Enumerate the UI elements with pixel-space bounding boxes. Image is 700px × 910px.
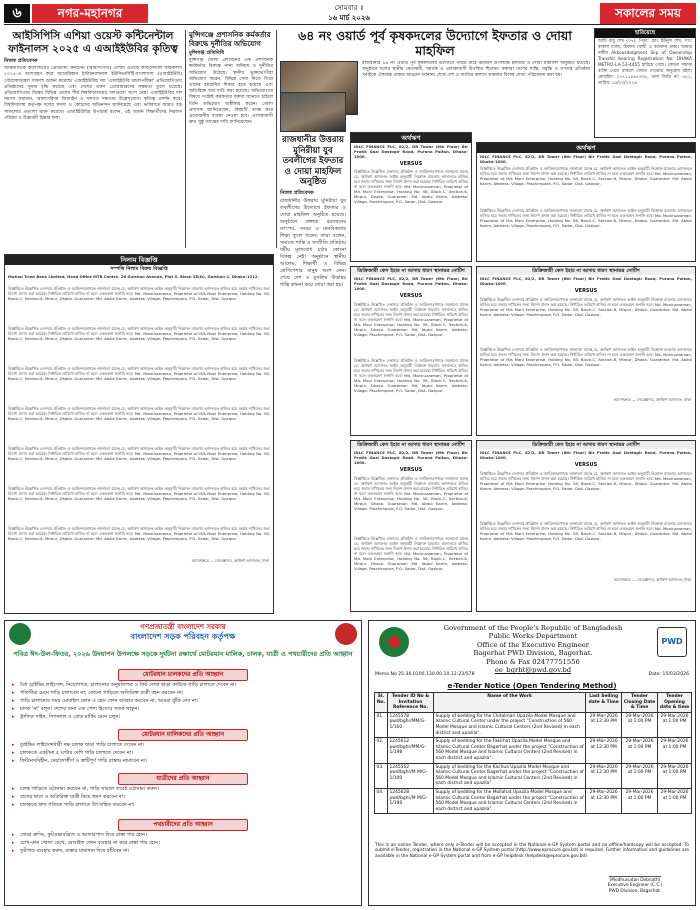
brta-gov-line: গণপ্রজাতন্ত্রী বাংলাদেশ সরকার [140, 623, 226, 631]
tender-division: Bagerhat PWD Division, Bagerhat. [473, 649, 593, 658]
versus-label: VERSUS [574, 288, 598, 295]
cell-sell: 29-Mar-2026 at 12:30 PM [586, 788, 622, 813]
cell-open: 29-Mar-2026 at 1:00 PM [658, 738, 692, 763]
artharin-title: অর্থঋণ [477, 143, 695, 153]
artharin-body: বিজ্ঞপ্তিতে উল্লেখিত দেনাদার প্রতিষ্ঠান ও জামিনদারগণকে জানানো যাচ্ছে যে, অর্থঋণ আদালত আইন অনুযায়ী নিম্নোক্ত মামলায় আদালতে হাজির হয়ে জবাব দাখিলের জন্য নির্দেশ প্রদান করা হয়েছে। নির্ধারিত তারিখে হাজির না হলে একতরফা শুনানি হবে। Md. Moniruzzaman, Proprietor of M/s Moni Enterprise, Holding No. 58, Block-C, Section-6, Mirpur, Dhaka. Guarantor: Md. Abdul Karim, Address: Village- Paschimpara, P.O- Sadar, Dist- Gazipur. [480, 470, 692, 491]
artharin-notice-2 [350, 266, 472, 436]
masthead [4, 3, 696, 25]
table-row [375, 763, 692, 788]
artharin-body: বিজ্ঞপ্তিতে উল্লেখিত দেনাদার প্রতিষ্ঠান ও জামিনদারগণকে জানানো যাচ্ছে যে, অর্থঋণ আদালত আইন অনুযায়ী নিম্নোক্ত মামলায় আদালতে হাজির হয়ে জবাব দাখিলের জন্য নির্দেশ প্রদান করা হয়েছে। নির্ধারিত তারিখে হাজির না হলে একতরফা শুনানি হবে। Md. Moniruzzaman, Proprietor of M/s Moni Enterprise, Holding No. 58, Block-C, Section-6, Mirpur, Dhaka. Guarantor: Md. Abdul Karim, Address: Village- Paschimpara, P.O- Sadar, Dist- Gazipur. [354, 535, 468, 571]
artharin-body: বিজ্ঞপ্তিতে উল্লেখিত দেনাদার প্রতিষ্ঠান ও জামিনদারগণকে জানানো যাচ্ছে যে, অর্থঋণ আদালত আইন অনুযায়ী নিম্নোক্ত মামলায় আদালতে হাজির হয়ে জবাব দাখিলের জন্য নির্দেশ প্রদান করা হয়েছে। নির্ধারিত তারিখে হাজির না হলে একতরফা শুনানি হবে। Md. Moniruzzaman, Proprietor of M/s Moni Enterprise, Holding No. 58, Block-C, Section-6, Mirpur, Dhaka. Guarantor: Md. Abdul Karim, Address: Village- Paschimpara, P.O- Sadar, Dist- Gazipur. [480, 166, 692, 187]
versus-label: VERSUS [399, 467, 423, 474]
brta-section-head: যাত্রীদের প্রতি আহ্বান [118, 773, 248, 785]
cell-sl: 03. [375, 763, 388, 788]
brta-item: ▸ ফিটনেসবিহীন, মেয়াদোত্তীর্ণ ও ত্রুটিপূর্ণ গাড়ি রাস্তায় নামাবেন না। [11, 757, 355, 765]
pwd-logo-icon: PWD [657, 627, 687, 657]
brta-section-pedestrians [11, 819, 355, 855]
tender-header [413, 624, 653, 674]
artharin-body: বিজ্ঞপ্তিতে উল্লেখিত দেনাদার প্রতিষ্ঠান ও জামিনদারগণকে জানানো যাচ্ছে যে, অর্থঋণ আদালত আইন অনুযায়ী নিম্নোক্ত মামলায় আদালতে হাজির হয়ে জবাব দাখিলের জন্য নির্দেশ প্রদান করা হয়েছে। নির্ধারিত তারিখে হাজির না হলে একতরফা শুনানি হবে। Md. Moniruzzaman, Proprietor of M/s Moni Enterprise, Holding No. 58, Block-C, Section-6, Mirpur, Dhaka. Guarantor: Md. Abdul Karim, Address: Village- Paschimpara, P.O- Sadar, Dist- Gazipur. [480, 296, 692, 317]
cell-work: Supply of bedding for the Chitalmari Upazila Model Mosque and Islamic Cultural Center under the project "Construction of 560 Model Mosque and Islamic Cultural Centers (2nd Revised) in each district and upazila". [433, 712, 585, 737]
brta-section-head: মোটরযান মালিকদের প্রতি আহ্বান [118, 729, 248, 741]
versus-label: VERSUS [399, 161, 423, 168]
auction-notice-subtitle: সম্পত্তি নিলাম বিক্রয় বিজ্ঞপ্তি [110, 266, 168, 273]
story-muniria-body: রাজধানীর উত্তরায় মুনিরীয়া যুব তবলীগের উদ্যোগে ইফতার ও দোয়া মাহফিল অনুষ্ঠিত হয়েছে। অনুষ্ঠানে বক্তারা রমজানের তাৎপর্য, সংযম ও মানবিকতার শিক্ষা তুলে ধরেন। তারা বলেন, সমাজে শান্তি ও সম্প্রীতি প্রতিষ্ঠায় ধর্মীয় মূল্যবোধ চর্চার কোনো বিকল্প নেই। অনুষ্ঠানে স্থানীয় আলেম, শিক্ষার্থী ও বিভিন্ন শ্রেণিপেশার মানুষ অংশ নেন। শেষে দেশ ও মুসলিম উম্মাহর শান্তি কামনা করে দোয়া করা হয়। [280, 197, 346, 288]
brta-item: ▸ গতিসীমা মেনে গাড়ি চালাবেন না; কোনো গাড়িতে অতিরিক্ত যাত্রী বহন করবেন না। [11, 689, 355, 697]
brta-item: ▸ বাসের ছাদে ও অতিরিক্ত যাত্রী নিয়ে ভ্রমণ করবেন না। [11, 793, 355, 801]
cell-work: Supply of bedding for the Mollahat Upazila Model Mosque and Islamic Cultural Center Bagerhat under the project "Construction of 560 Model Mosque and Islamic Cultural Centers (2nd Revised) in each district and upazila". [433, 788, 585, 813]
artharin-finance-party: IDLC FINANCE PLC, 82/2, DR Tower (6th Floor) Bir Protik Gazi Dostogir Road, Purana Paltan, Dhaka-1000. [354, 450, 468, 466]
cell-open: 29-Mar-2026 at 1:00 PM [658, 712, 692, 737]
artharin-body: বিজ্ঞপ্তিতে উল্লেখিত দেনাদার প্রতিষ্ঠান ও জামিনদারগণকে জানানো যাচ্ছে যে, অর্থঋণ আদালত আইন অনুযায়ী নিম্নোক্ত মামলায় আদালতে হাজির হয়ে জবাব দাখিলের জন্য নির্দেশ প্রদান করা হয়েছে। নির্ধারিত তারিখে হাজির না হলে একতরফা শুনানি হবে। Md. Moniruzzaman, Proprietor of M/s Moni Enterprise, Holding No. 58, Block-C, Section-6, Mirpur, Dhaka. Guarantor: Md. Abdul Karim, Address: Village- Paschimpara, P.O- Sadar, Dist- Gazipur. [354, 357, 468, 393]
artharin-finance-party: IDLC FINANCE PLC, 82/2, DR Tower (6th Floor) Bir Protik Gazi Dostogir Road, Purana Paltan, Dhaka-1000. [354, 144, 468, 160]
tender-date: Date: 15/03/2026 [648, 672, 689, 677]
column-divider [185, 30, 186, 248]
story-munshiganj-headline: মুন্সিগঞ্জে প্রশাসনিক কর্মকর্তার বিরুদ্ধে দুর্নীতির অভিযোগ [189, 30, 271, 48]
artharin-title: অর্থঋণ [351, 133, 471, 143]
artharin-notice-6 [476, 440, 696, 612]
artharin-finance-party: IDLC FINANCE PLC, 82/2, DR Tower (6th Floor) Bir Protik Gazi Dostogir Road, Purana Paltan, Dhaka-1000. [480, 276, 692, 287]
cell-sell: 29-Mar-2026 at 12:30 PM [586, 763, 622, 788]
artharin-body: বিজ্ঞপ্তিতে উল্লেখিত দেনাদার প্রতিষ্ঠান ও জামিনদারগণকে জানানো যাচ্ছে যে, অর্থঋণ আদালত আইন অনুযায়ী নিম্নোক্ত মামলায় আদালতে হাজির হয়ে জবাব দাখিলের জন্য নির্দেশ প্রদান করা হয়েছে। নির্ধারিত তারিখে হাজির না হলে একতরফা শুনানি হবে। Md. Moniruzzaman, Proprietor of M/s Moni Enterprise, Holding No. 58, Block-C, Section-6, Mirpur, Dhaka. Guarantor: Md. Abdul Karim, Address: Village- Paschimpara, P.O- Sadar, Dist- Gazipur. [354, 301, 468, 337]
cell-sell: 29-Mar-2026 at 12:30 PM [586, 738, 622, 763]
cell-close: 29-Mar-2026 at 1:00 PM [622, 763, 658, 788]
artharin-notice-4 [476, 142, 696, 262]
tender-title: e-Tender Notice (Open Tendering Method) [447, 681, 617, 690]
signer-name: (Modhusudan Debnath) [609, 878, 661, 883]
col-header: Sl. No. [375, 693, 388, 713]
tender-signature-block [585, 869, 685, 894]
story-munshiganj-byline: মুন্সিগঞ্জ প্রতিনিধি [189, 50, 224, 56]
col-header: Last Selling date & Time [586, 693, 622, 713]
cell-id: 1245612 pwd/bghr/MM/G-1/198 [387, 738, 433, 763]
lost-notice [594, 28, 696, 138]
cell-id: 1245628 pwd/bghr/M M/G-1/196 [387, 788, 433, 813]
auction-notice [4, 254, 274, 614]
table-row [375, 788, 692, 813]
artharin-notice-1 [350, 132, 472, 262]
cell-work: Supply of bedding for the Fakirhat Upazila Model Mosque and Islamic Cultural Center Bagerhat under the project "Construction of 560 Model Mosque and Islamic Cultural Centers (2nd Revised) in each district and upazila". [433, 738, 585, 763]
cell-sl: 04. [375, 788, 388, 813]
lost-notice-title: হারিয়েছে [595, 29, 695, 38]
tender-gov: Government of the People's Republic of Bangladesh [443, 624, 623, 632]
bangladesh-seal-icon [379, 627, 409, 657]
brta-item: ▸ জেব্রা ক্রসিং, ফুটওভারব্রিজ ও আন্ডারপাস দিয়ে রাস্তা পার হোন। [11, 831, 355, 839]
artharin-finance-party: IDLC FINANCE PLC, 82/2, DR Tower (6th Floor) Bir Protik Gazi Dostogir Road, Purana Paltan, Dhaka-1000. [480, 154, 692, 165]
brta-banner: পবিত্র ঈদ-উল-ফিতর, ২০২৬ উদযাপন উপলক্ষে সড়কে দুর্ঘটনা রক্ষার্থে মোটরযান মালিক, চালক, যাত্রী ও পথচারীদের প্রতি আহ্বান [13, 650, 353, 658]
lost-notice-body: আমি বাবু শেখ (৩৭), পিতা: মোঃ ইউনুস শেখ, সাং: বাকলা মাজা, ঠিকানা (স্থায়ী ও বর্তমান) ঢাকা। আমার নামীয় Akkousdelgment Slip of Ownership Transfer bearing Registration No: DHAKA METRO-LA-53-4455 হারিয়ে গেছে। কোনো সহৃদয় ব্যক্তি পেয়ে থাকলে ফেরত দেওয়ার অনুরোধ রইল। মোবাইল: ০১৭১১৪৪৫৩৩৮, থানা জিডি নং: ৫৮১, তারিখ: ১৪/০৩/২০২৬ [598, 38, 692, 86]
artharin-subtitle: ডিক্রিজারী কেস ইহার না আদায় ধারণ স্থানান্তর নোটিশ [477, 267, 695, 275]
brta-section-head: মোটরযান চালকদের প্রতি আহ্বান [118, 669, 248, 681]
signer-title: Executive Engineer (C.C.) [607, 883, 663, 889]
cell-close: 29-Mar-2026 at 1:00 PM [622, 788, 658, 813]
brta-section-head: পথচারীদের প্রতি আহ্বান [118, 819, 248, 831]
auction-signature: আদেশক্রমে — সেরেস্তাদার, অর্থঋণ আদালত, ঢাকা [191, 558, 269, 564]
table-row [375, 712, 692, 737]
tender-memo: Memo No 25.36.0100.130.00.10.12-23/578 [375, 672, 475, 677]
cell-close: 29-Mar-2026 at 1:00 PM [622, 738, 658, 763]
auction-notice-body: বিজ্ঞপ্তিতে উল্লেখিত দেনাদার প্রতিষ্ঠান ও জামিনদারগণকে জানানো যাচ্ছে যে, অর্থঋণ আদালত আইন অনুযায়ী নিম্নোক্ত মামলায় আদালতে হাজির হয়ে জবাব দাখিলের জন্য নির্দেশ প্রদান করা হয়েছে। নির্ধারিত তারিখে হাজির না হলে একতরফা শুনানি হবে। Md. Moniruzzaman, Proprietor of M/s Moni Enterprise, Holding No. 58, Block-C, Section-6, Mirpur, Dhaka. Guarantor: Md. Abdul Karim, Address: Village- Paschimpara, P.O- Sadar, Dist- Gazipur. [8, 526, 270, 542]
brta-header [35, 623, 331, 642]
brta-item: ▸ চালককে একটানা ৫ ঘণ্টার বেশি গাড়ি চালাতে দেবেন না। [11, 749, 355, 757]
dateline [304, 3, 394, 23]
column-divider [276, 30, 277, 248]
tender-office: Office of the Executive Engineer [476, 640, 590, 649]
day: সোমবার ॥ [334, 4, 364, 12]
brta-item: ▸ ড্রাইভিং লাইসেন্সধারী দক্ষ চালক ছাড়া গাড়ি চালাতে দেবেন না। [11, 741, 355, 749]
artharin-subtitle: ডিক্রিজারী কেস ইহার না আদায় ধারণ স্থানান্তর নোটিশ [351, 441, 471, 449]
brta-item: ▸ ট্রাফিক সাইন, সিগন্যাল ও রোড মার্কিং মেনে চলুন। [11, 713, 355, 721]
versus-label: VERSUS [574, 462, 598, 469]
story-aiub-body: আন্তর্জাতিক কলেজিয়েট প্রোগ্রামিং কনটেস্ট (আইসিপিসি) এশিয়া ওয়েস্ট কন্টিনেন্টাল ফাইনালস ২০২৫-এ অংশগ্রহণ করে আমেরিকান ইন্টারন্যাশনাল ইউনিভার্সিটি-বাংলাদেশ (এআইইউবি) গৌরবোজ্জ্বল সাফল্য অর্জন করেছে। এআইইউবির দল 'এআইইউবি মন্ডলপরীক্ষা' প্রতিযোগিতায় প্রতিষ্ঠানের সুনাম বৃদ্ধি করেছে এবং দেশের তরুণ প্রোগ্রামারদের সক্ষমতা তুলে ধরেছে। প্রতিযোগিতায় বিশ্বের বিভিন্ন দেশের শীর্ষ বিশ্ববিদ্যালয়ের দলগুলো অংশ নেয়। এআইইউবির দল সমস্যা সমাধান, অ্যালগরিদম ডিজাইন ও দলগত দক্ষতায় উল্লেখযোগ্য কৃতিত্ব প্রদর্শন করে। বিশ্ববিদ্যালয় কর্তৃপক্ষ দলের সদস্য ও কোচদের অভিনন্দন জানিয়েছে এবং ভবিষ্যতে আরও বড় সাফল্যের প্রত্যাশা ব্যক্ত করেছে। এআইইউবির উপাচার্য বলেন, এই অর্জন শিক্ষার্থীদের নিরলস পরিশ্রম ও উদ্ভাবনী চিন্তার ফল। [4, 66, 182, 121]
story-aiub-byline: নিজস্ব প্রতিবেদক [4, 58, 38, 64]
story-photo [280, 92, 346, 132]
brta-item: ▸ চালককে দ্রুত গতিতে গাড়ি চালাতে উৎসাহিত করবেন না। [11, 801, 355, 809]
auction-notice-body: বিজ্ঞপ্তিতে উল্লেখিত দেনাদার প্রতিষ্ঠান ও জামিনদারগণকে জানানো যাচ্ছে যে, অর্থঋণ আদালত আইন অনুযায়ী নিম্নোক্ত মামলায় আদালতে হাজির হয়ে জবাব দাখিলের জন্য নির্দেশ প্রদান করা হয়েছে। নির্ধারিত তারিখে হাজির না হলে একতরফা শুনানি হবে। Md. Moniruzzaman, Proprietor of M/s Moni Enterprise, Holding No. 58, Block-C, Section-6, Mirpur, Dhaka. Guarantor: Md. Abdul Karim, Address: Village- Paschimpara, P.O- Sadar, Dist- Gazipur. [8, 446, 270, 462]
artharin-body: বিজ্ঞপ্তিতে উল্লেখিত দেনাদার প্রতিষ্ঠান ও জামিনদারগণকে জানানো যাচ্ছে যে, অর্থঋণ আদালত আইন অনুযায়ী নিম্নোক্ত মামলায় আদালতে হাজির হয়ে জবাব দাখিলের জন্য নির্দেশ প্রদান করা হয়েছে। নির্ধারিত তারিখে হাজির না হলে একতরফা শুনানি হবে। Md. Moniruzzaman, Proprietor of M/s Moni Enterprise, Holding No. 58, Block-C, Section-6, Mirpur, Dhaka. Guarantor: Md. Abdul Karim, Address: Village- Paschimpara, P.O- Sadar, Dist- Gazipur. [354, 475, 468, 511]
auction-bank-party: Mutual Trust Bank Limited, Head Office MTB Centre, 26 Gulshan Avenue, Plot 5, Block SE(D), Gulshan-1, Dhaka-1212. [8, 274, 259, 280]
col-header: Tender ID No & Invitation Reference No. [387, 693, 433, 713]
brta-section-passengers [11, 773, 355, 809]
auction-notice-body: বিজ্ঞপ্তিতে উল্লেখিত দেনাদার প্রতিষ্ঠান ও জামিনদারগণকে জানানো যাচ্ছে যে, অর্থঋণ আদালত আইন অনুযায়ী নিম্নোক্ত মামলায় আদালতে হাজির হয়ে জবাব দাখিলের জন্য নির্দেশ প্রদান করা হয়েছে। নির্ধারিত তারিখে হাজির না হলে একতরফা শুনানি হবে। Md. Moniruzzaman, Proprietor of M/s Moni Enterprise, Holding No. 58, Block-C, Section-6, Mirpur, Dhaka. Guarantor: Md. Abdul Karim, Address: Village- Paschimpara, P.O- Sadar, Dist- Gazipur. [8, 286, 270, 302]
page-number: ৬ [4, 4, 30, 23]
auction-notice-body: বিজ্ঞপ্তিতে উল্লেখিত দেনাদার প্রতিষ্ঠান ও জামিনদারগণকে জানানো যাচ্ছে যে, অর্থঋণ আদালত আইন অনুযায়ী নিম্নোক্ত মামলায় আদালতে হাজির হয়ে জবাব দাখিলের জন্য নির্দেশ প্রদান করা হয়েছে। নির্ধারিত তারিখে হাজির না হলে একতরফা শুনানি হবে। Md. Moniruzzaman, Proprietor of M/s Moni Enterprise, Holding No. 58, Block-C, Section-6, Mirpur, Dhaka. Guarantor: Md. Abdul Karim, Address: Village- Paschimpara, P.O- Sadar, Dist- Gazipur. [8, 486, 270, 502]
brta-section-owners [11, 729, 355, 765]
brta-item: ▸ ফুটপাত ব্যবহার করুন, রাস্তার মাঝখান দিয়ে হাঁটবেন না। [11, 847, 355, 855]
col-header: Tender Opening date & time [658, 693, 692, 713]
section-title: নগর-মহানগর [32, 4, 148, 23]
artharin-body: বিজ্ঞপ্তিতে উল্লেখিত দেনাদার প্রতিষ্ঠান ও জামিনদারগণকে জানানো যাচ্ছে যে, অর্থঋণ আদালত আইন অনুযায়ী নিম্নোক্ত মামলায় আদালতে হাজির হয়ে জবাব দাখিলের জন্য নির্দেশ প্রদান করা হয়েছে। নির্ধারিত তারিখে হাজির না হলে একতরফা শুনানি হবে। Md. Moniruzzaman, Proprietor of M/s Moni Enterprise, Holding No. 58, Block-C, Section-6, Mirpur, Dhaka. Guarantor: Md. Abdul Karim, Address: Village- Paschimpara, P.O- Sadar, Dist- Gazipur. [354, 169, 468, 205]
story-aiub-headline: আইসিপিসি এশিয়া ওয়েস্ট কন্টিনেন্টাল ফাইনালস ২০২৫ এ এআইইউবির কৃতিত্ব [8, 30, 178, 55]
artharin-signature: আদেশক্রমে — সেরেস্তাদার, অর্থঋণ আদালত, ঢাকা [613, 576, 691, 582]
cell-sell: 29-Mar-2026 at 12:30 PM [586, 712, 622, 737]
col-header: Tender Closing Date & Time [622, 693, 658, 713]
col-header: Name of the Work [433, 693, 585, 713]
story-muniria-byline: নিজস্ব প্রতিবেদক [280, 189, 314, 196]
brta-item: ▸ মাদক 'না' বলুন। দেশের জন্য এক পেশা হিসেবে সতর্ক থাকুন। [11, 705, 355, 713]
brta-item: ▸ গাড়ি চালানোর সময় মোবাইল ফোন ও হেড ফোন ব্যবহার করবেন না, আমরা ঝুঁকি নেব না। [11, 697, 355, 705]
tender-table-header [375, 693, 692, 713]
cell-open: 29-Mar-2026 at 1:00 PM [658, 763, 692, 788]
story-munshiganj-body: মুন্সিগঞ্জ জেলা প্রশাসনের এক প্রশাসনিক কর্মকর্তার বিরুদ্ধে নানা অনিয়ম ও দুর্নীতির অভিযোগ উঠেছে। স্থানীয় ভুক্তভোগীরা অভিযোগ করেন, বিভিন্ন সেবা নিতে গিয়ে তাদের হয়রানির শিকার হতে হয়েছে এবং অতিরিক্ত অর্থ দাবি করা হয়েছে। অভিযোগের বিষয়ে সংশ্লিষ্ট কর্মকর্তার বক্তব্য জানতে চাইলে তিনি অভিযোগ অস্বীকার করেন। জেলা প্রশাসক জানিয়েছেন, বিষয়টি তদন্ত করে প্রয়োজনীয় ব্যবস্থা নেওয়া হবে। এলাকাবাসী দ্রুত সুষ্ঠু তদন্তের দাবি জানিয়েছেন। [189, 58, 273, 126]
story-munirия [280, 92, 346, 592]
tender-phone: Phone & Fax 02477751556 [486, 657, 580, 666]
brta-section-drivers [11, 669, 355, 722]
cell-sl: 02. [375, 738, 388, 763]
cell-work: Supply of bedding for the Kachua Upazila Model Mosque and Islamic Cultural Center Bagerhat under the project "Construction of 560 Model Mosque and Islamic Cultural Centers (2nd Revised) in each district and upazila". [433, 763, 585, 788]
brta-logo-icon [335, 623, 357, 645]
cell-open: 29-Mar-2026 at 1:00 PM [658, 788, 692, 813]
artharin-notice-5 [476, 266, 696, 436]
newspaper-logo: সকালের সময় [600, 3, 696, 24]
signature-scribble [609, 869, 661, 877]
artharin-subtitle: ডিক্রিজারী কেস ইহার না আদায় ধারণ স্থানান্তর নোটিশ [351, 267, 471, 275]
story-aiub [4, 30, 182, 250]
govt-seal-icon [9, 623, 31, 645]
cell-close: 29-Mar-2026 at 1:00 PM [622, 712, 658, 737]
date: ১৬ মার্চ ২০২৬ [328, 14, 370, 22]
artharin-finance-party: IDLC FINANCE PLC, 82/2, DR Tower (6th Floor) Bir Protik Gazi Dostogir Road, Purana Paltan, Dhaka-1000. [480, 450, 692, 461]
cell-id: 1245562 pwd/bghr/M M/G-1/100 [387, 763, 433, 788]
tender-memo-row [375, 672, 689, 678]
artharin-body: বিজ্ঞপ্তিতে উল্লেখিত দেনাদার প্রতিষ্ঠান ও জামিনদারগণকে জানানো যাচ্ছে যে, অর্থঋণ আদালত আইন অনুযায়ী নিম্নোক্ত মামলায় আদালতে হাজির হয়ে জবাব দাখিলের জন্য নির্দেশ প্রদান করা হয়েছে। নির্ধারিত তারিখে হাজির না হলে একতরফা শুনানি হবে। Md. Moniruzzaman, Proprietor of M/s Moni Enterprise, Holding No. 58, Block-C, Section-6, Mirpur, Dhaka. Guarantor: Md. Abdul Karim, Address: Village- Paschimpara, P.O- Sadar, Dist- Gazipur. [480, 208, 692, 229]
auction-notice-body: বিজ্ঞপ্তিতে উল্লেখিত দেনাদার প্রতিষ্ঠান ও জামিনদারগণকে জানানো যাচ্ছে যে, অর্থঋণ আদালত আইন অনুযায়ী নিম্নোক্ত মামলায় আদালতে হাজির হয়ে জবাব দাখিলের জন্য নির্দেশ প্রদান করা হয়েছে। নির্ধারিত তারিখে হাজির না হলে একতরফা শুনানি হবে। Md. Moniruzzaman, Proprietor of M/s Moni Enterprise, Holding No. 58, Block-C, Section-6, Mirpur, Dhaka. Guarantor: Md. Abdul Karim, Address: Village- Paschimpara, P.O- Sadar, Dist- Gazipur. [8, 366, 270, 382]
auction-notice-title: নিলাম বিজ্ঞপ্তি [5, 255, 273, 265]
table-row [375, 738, 692, 763]
auction-notice-body: বিজ্ঞপ্তিতে উল্লেখিত দেনাদার প্রতিষ্ঠান ও জামিনদারগণকে জানানো যাচ্ছে যে, অর্থঋণ আদালত আইন অনুযায়ী নিম্নোক্ত মামলায় আদালতে হাজির হয়ে জবাব দাখিলের জন্য নির্দেশ প্রদান করা হয়েছে। নির্ধারিত তারিখে হাজির না হলে একতরফা শুনানি হবে। Md. Moniruzzaman, Proprietor of M/s Moni Enterprise, Holding No. 58, Block-C, Section-6, Mirpur, Dhaka. Guarantor: Md. Abdul Karim, Address: Village- Paschimpara, P.O- Sadar, Dist- Gazipur. [8, 406, 270, 422]
tender-dept: Public Works Department [488, 632, 578, 641]
cell-id: 1245578 pwd/bghr/MM/G-1/160 [387, 712, 433, 737]
brta-item: ▸ বৈধ ড্রাইভিং লাইসেন্স, নিয়োগপত্র, চালানোর অনুমতিপত্র ও ফিট লেখা ছাড়া কাউকে গাড়ি চালাতে দেবেন না। [11, 681, 355, 689]
brta-item: ▸ চোখ-কান খোলা রেখে, মোবাইল ফোন ব্যবহার না করে রাস্তা পার হোন। [11, 839, 355, 847]
brta-authority-line: বাংলাদেশ সড়ক পরিবহন কর্তৃপক্ষ [130, 631, 236, 641]
brta-item: ▸ চলন্ত গাড়িতে ওঠানামা করবেন না, গাড়ি থামলে তবেই ওঠানামা করুন। [11, 785, 355, 793]
cell-sl: 01. [375, 712, 388, 737]
tender-email: ee_bgrht@pwd.gov.bd [494, 666, 572, 675]
story-krishakdal-headline: ৬৪ নং ওয়ার্ড পূর্ব কৃষকদলের উদ্যোগে ইফতার ও দোয়া মাহফিল [298, 28, 572, 58]
story-muniria-headline: রাজধানীর উত্তরায় মুনিরীয়া যুব তবলীগের ইফতার ও দোয়া মাহফিল অনুষ্ঠিত [282, 135, 344, 187]
artharin-body: বিজ্ঞপ্তিতে উল্লেখিত দেনাদার প্রতিষ্ঠান ও জামিনদারগণকে জানানো যাচ্ছে যে, অর্থঋণ আদালত আইন অনুযায়ী নিম্নোক্ত মামলায় আদালতে হাজির হয়ে জবাব দাখিলের জন্য নির্দেশ প্রদান করা হয়েছে। নির্ধারিত তারিখে হাজির না হলে একতরফা শুনানি হবে। Md. Moniruzzaman, Proprietor of M/s Moni Enterprise, Holding No. 58, Block-C, Section-6, Mirpur, Dhaka. Guarantor: Md. Abdul Karim, Address: Village- Paschimpara, P.O- Sadar, Dist- Gazipur. [480, 520, 692, 541]
tender-footer: This is an online Tender, where only e-Tender will be accepted in the National e-GP System portal and no offline/hardcopy will be accepted. To submit e-Tender, registration in the National e-GP System portal (http://www.eprocure.gov.bd) is required. Further information and guidelines are available in the National e-GP System portal and from e-GP helpdesk (helpdesk@eprocure.gov.bd). [375, 843, 689, 859]
artharin-signature: আদেশক্রমে — সেরেস্তাদার, অর্থঋণ আদালত, ঢাকা [613, 396, 691, 402]
artharin-finance-party: IDLC FINANCE PLC, 82/2, DR Tower (6th Floor) Bir Protik Gazi Dostogir Road, Purana Paltan, Dhaka-1000. [354, 276, 468, 292]
versus-label: VERSUS [399, 293, 423, 300]
artharin-subtitle: ডিক্রিজারী কেস ইহার না আদায় ধারণ স্থানান্তর নোটিশ [477, 441, 695, 449]
story-krishakdal-body: রাজধানীর ৬৪ নং ওয়ার্ড পূর্ব কৃষকদলের উদ্যোগে পবিত্র মাহে রমজান উপলক্ষে ইফতার ও দোয়া মাহফিল অনুষ্ঠিত হয়েছে। অনুষ্ঠানে দলের স্থানীয় নেতাকর্মী, সমর্থক ও এলাকাবাসী উপস্থিত ছিলেন। বক্তারা দেশের শান্তি, সমৃদ্ধি ও গণতন্ত্র প্রতিষ্ঠায় সবাইকে ঐক্যবদ্ধ থাকার আহ্বান জানান। শেষে দেশ ও জাতির কল্যাণ কামনায় বিশেষ দোয়া পরিচালনা করা হয়। [362, 61, 590, 79]
signer-office: PWD Division, Bagerhat. [608, 888, 662, 894]
story-munshiganj [189, 30, 273, 248]
artharin-notice-3 [350, 440, 472, 612]
brta-notice [4, 620, 362, 906]
pwd-tender-notice [368, 620, 696, 906]
artharin-body: বিজ্ঞপ্তিতে উল্লেখিত দেনাদার প্রতিষ্ঠান ও জামিনদারগণকে জানানো যাচ্ছে যে, অর্থঋণ আদালত আইন অনুযায়ী নিম্নোক্ত মামলায় আদালতে হাজির হয়ে জবাব দাখিলের জন্য নির্দেশ প্রদান করা হয়েছে। নির্ধারিত তারিখে হাজির না হলে একতরফা শুনানি হবে। Md. Moniruzzaman, Proprietor of M/s Moni Enterprise, Holding No. 58, Block-C, Section-6, Mirpur, Dhaka. Guarantor: Md. Abdul Karim, Address: Village- Paschimpara, P.O- Sadar, Dist- Gazipur. [480, 346, 692, 367]
tender-table [374, 692, 692, 814]
auction-notice-body: বিজ্ঞপ্তিতে উল্লেখিত দেনাদার প্রতিষ্ঠান ও জামিনদারগণকে জানানো যাচ্ছে যে, অর্থঋণ আদালত আইন অনুযায়ী নিম্নোক্ত মামলায় আদালতে হাজির হয়ে জবাব দাখিলের জন্য নির্দেশ প্রদান করা হয়েছে। নির্ধারিত তারিখে হাজির না হলে একতরফা শুনানি হবে। Md. Moniruzzaman, Proprietor of M/s Moni Enterprise, Holding No. 58, Block-C, Section-6, Mirpur, Dhaka. Guarantor: Md. Abdul Karim, Address: Village- Paschimpara, P.O- Sadar, Dist- Gazipur. [8, 326, 270, 342]
